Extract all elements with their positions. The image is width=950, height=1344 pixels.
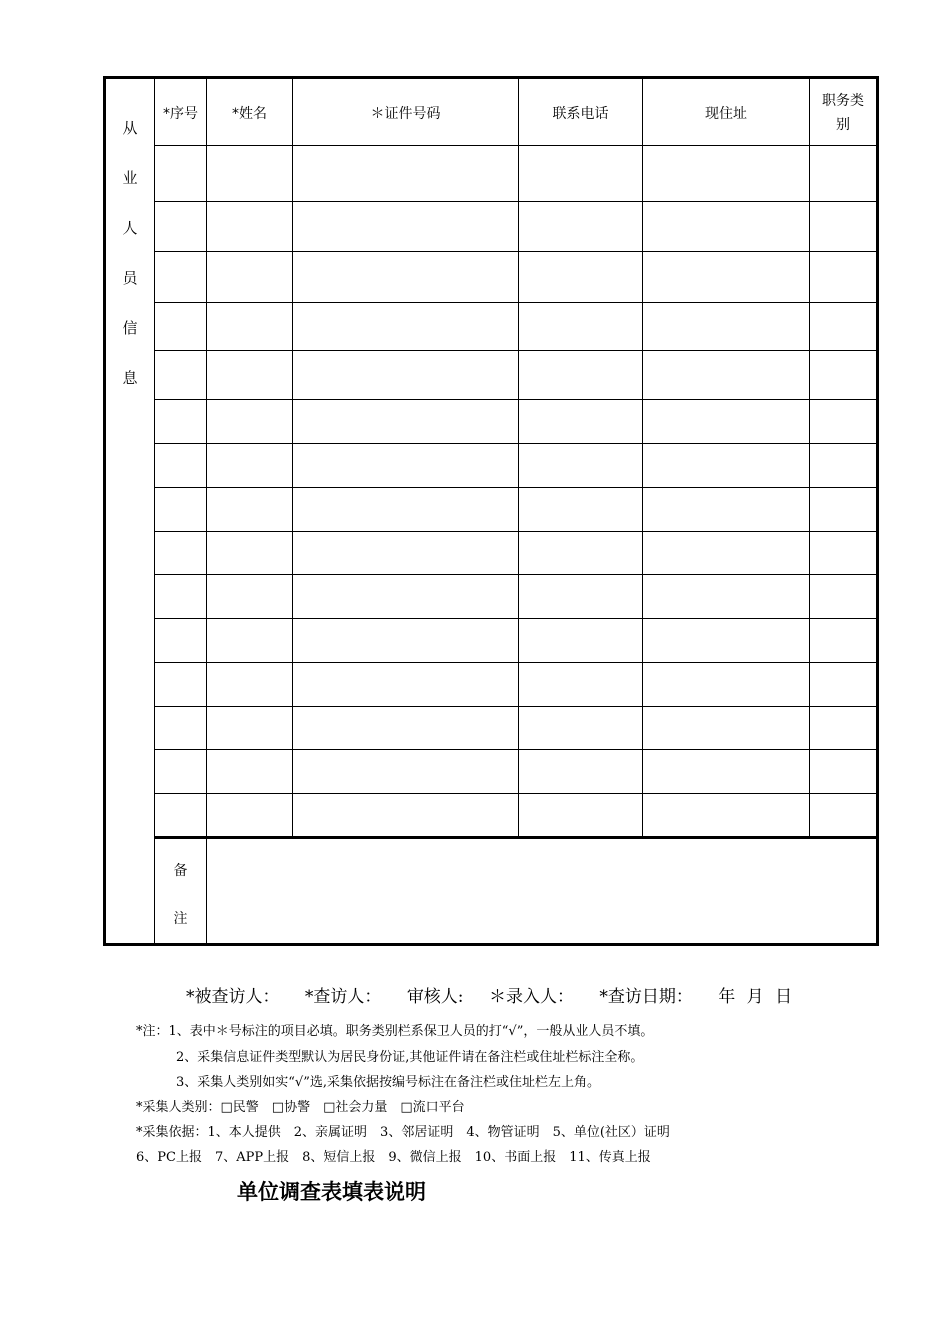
table-cell[interactable] <box>643 707 810 750</box>
table-cell[interactable] <box>293 619 519 663</box>
table-cell[interactable] <box>207 400 293 444</box>
employee-info-label-char: 息 <box>122 369 138 387</box>
table-cell[interactable] <box>155 202 207 252</box>
employee-info-label-char: 从 <box>122 119 138 137</box>
table-cell[interactable] <box>643 619 810 663</box>
note-line-1: *注：1、表中＊号标注的项目必填。职务类别栏系保卫人员的打“√”，一般从业人员不填。 <box>136 1024 654 1039</box>
table-cell[interactable] <box>207 575 293 619</box>
table-cell[interactable] <box>810 146 878 202</box>
table-cell[interactable] <box>155 532 207 575</box>
table-cell[interactable] <box>643 303 810 351</box>
table-cell[interactable] <box>155 619 207 663</box>
table-cell[interactable] <box>643 794 810 838</box>
collection-basis-line-2: 6、PC上报 7、APP上报 8、短信上报 9、微信上报 10、书面上报 11、传真上报 <box>136 1150 651 1165</box>
table-cell[interactable] <box>207 146 293 202</box>
table-row <box>105 252 878 303</box>
employee-info-label-char: 信 <box>122 319 138 337</box>
day-label: 日 <box>775 987 793 1007</box>
table-cell[interactable] <box>643 146 810 202</box>
table-row <box>105 750 878 794</box>
table-row <box>105 351 878 400</box>
table-cell[interactable] <box>519 252 643 303</box>
header-row <box>105 78 878 146</box>
table-cell[interactable] <box>155 575 207 619</box>
table-cell[interactable] <box>643 575 810 619</box>
employee-info-label-char: 业 <box>122 169 138 187</box>
header-phone: 联系电话 <box>519 78 643 146</box>
table-cell[interactable] <box>519 663 643 707</box>
table-cell[interactable] <box>643 532 810 575</box>
table-cell[interactable] <box>643 488 810 532</box>
collector-type-line: *采集人类别：□民警 □协警 □社会力量 □流口平台 <box>136 1100 465 1115</box>
table-cell[interactable] <box>207 202 293 252</box>
table-cell[interactable] <box>810 663 878 707</box>
table-cell[interactable] <box>519 202 643 252</box>
remarks-label <box>155 838 207 945</box>
table-row <box>105 303 878 351</box>
table-cell[interactable] <box>643 750 810 794</box>
table-cell[interactable] <box>155 146 207 202</box>
table-cell[interactable] <box>155 351 207 400</box>
table-cell[interactable] <box>810 351 878 400</box>
note-line-3: 3、采集人类别如实“√”选,采集依据按编号标注在备注栏或住址栏左上角。 <box>176 1075 600 1090</box>
table-row <box>105 619 878 663</box>
header-id-number: ＊证件号码 <box>293 78 519 146</box>
table-cell[interactable] <box>293 351 519 400</box>
table-cell[interactable] <box>207 488 293 532</box>
table-cell[interactable] <box>155 794 207 838</box>
table-cell[interactable] <box>810 750 878 794</box>
table-cell[interactable] <box>293 488 519 532</box>
table-row <box>105 202 878 252</box>
employee-info-label-char: 人 <box>122 219 138 237</box>
table-cell[interactable] <box>207 663 293 707</box>
table-cell[interactable] <box>810 794 878 838</box>
page-title: 单位调查表填表说明 <box>237 1179 426 1204</box>
table-cell[interactable] <box>810 575 878 619</box>
table-cell[interactable] <box>207 252 293 303</box>
interviewer-label: *查访人： <box>304 987 382 1007</box>
table-row <box>105 488 878 532</box>
table-row <box>105 707 878 750</box>
table-cell[interactable] <box>810 400 878 444</box>
header-position-type <box>810 78 878 146</box>
table-cell[interactable] <box>207 750 293 794</box>
table-cell[interactable] <box>643 444 810 488</box>
table-cell[interactable] <box>643 663 810 707</box>
table-cell[interactable] <box>810 532 878 575</box>
table-cell[interactable] <box>810 444 878 488</box>
table-cell[interactable] <box>643 202 810 252</box>
table-cell[interactable] <box>155 663 207 707</box>
table-cell[interactable] <box>293 252 519 303</box>
table-cell[interactable] <box>643 252 810 303</box>
table-cell[interactable] <box>155 488 207 532</box>
table-cell[interactable] <box>519 575 643 619</box>
table-row <box>105 444 878 488</box>
table-cell[interactable] <box>519 400 643 444</box>
table-cell[interactable] <box>519 794 643 838</box>
table-cell[interactable] <box>207 794 293 838</box>
table-row <box>105 575 878 619</box>
table-row <box>105 663 878 707</box>
table-cell[interactable] <box>155 444 207 488</box>
table-cell[interactable] <box>810 488 878 532</box>
table-row <box>105 146 878 202</box>
remarks-row <box>105 838 878 945</box>
header-name: *姓名 <box>207 78 293 146</box>
table-cell[interactable] <box>155 750 207 794</box>
header-position-line2: 别 <box>836 117 850 133</box>
table-cell[interactable] <box>519 303 643 351</box>
interviewee-label: *被查访人： <box>186 987 280 1007</box>
table-cell[interactable] <box>810 202 878 252</box>
table-cell[interactable] <box>810 707 878 750</box>
header-seq: *序号 <box>155 78 207 146</box>
table-cell[interactable] <box>519 444 643 488</box>
table-cell[interactable] <box>207 707 293 750</box>
reviewer-label: 审核人: <box>406 987 464 1007</box>
remarks-label-char: 备 <box>173 863 188 879</box>
remarks-label-char: 注 <box>173 911 188 927</box>
table-cell[interactable] <box>207 619 293 663</box>
table-cell[interactable] <box>293 202 519 252</box>
table-cell[interactable] <box>293 303 519 351</box>
table-cell[interactable] <box>155 707 207 750</box>
visit-date-label: *查访日期： <box>599 987 693 1007</box>
table-row <box>105 400 878 444</box>
table-cell[interactable] <box>155 303 207 351</box>
header-position-line1: 职务类 <box>822 93 864 109</box>
table-cell[interactable] <box>293 663 519 707</box>
personnel-info-table <box>103 76 879 946</box>
year-label: 年 <box>718 987 736 1007</box>
table-cell[interactable] <box>293 444 519 488</box>
remarks-content[interactable] <box>207 838 878 945</box>
table-row <box>105 794 878 838</box>
signature-line <box>186 982 798 1007</box>
table-cell[interactable] <box>155 400 207 444</box>
table-cell[interactable] <box>293 750 519 794</box>
employee-info-label-char: 员 <box>122 269 138 287</box>
recorder-label: ＊录入人： <box>488 987 574 1007</box>
table-row <box>105 532 878 575</box>
table-cell[interactable] <box>207 532 293 575</box>
table-cell[interactable] <box>155 252 207 303</box>
table-cell[interactable] <box>207 444 293 488</box>
table-cell[interactable] <box>293 400 519 444</box>
note-line-2: 2、采集信息证件类型默认为居民身份证,其他证件请在备注栏或住址栏标注全称。 <box>176 1050 644 1065</box>
table-cell[interactable] <box>519 488 643 532</box>
table-cell[interactable] <box>810 252 878 303</box>
table-cell[interactable] <box>519 532 643 575</box>
table-cell[interactable] <box>293 707 519 750</box>
table-cell[interactable] <box>293 146 519 202</box>
table-cell[interactable] <box>643 351 810 400</box>
table-cell[interactable] <box>810 619 878 663</box>
table-cell[interactable] <box>293 532 519 575</box>
table-cell[interactable] <box>519 146 643 202</box>
table-cell[interactable] <box>643 400 810 444</box>
collection-basis-line-1: *采集依据：1、本人提供 2、亲属证明 3、邻居证明 4、物管证明 5、单位(社区）证明 <box>136 1125 670 1140</box>
table-cell[interactable] <box>293 794 519 838</box>
header-address: 现住址 <box>643 78 810 146</box>
table-cell[interactable] <box>519 750 643 794</box>
table-cell[interactable] <box>519 619 643 663</box>
employee-info-label <box>105 78 155 945</box>
table-cell[interactable] <box>207 303 293 351</box>
table-cell[interactable] <box>519 351 643 400</box>
table-cell[interactable] <box>519 707 643 750</box>
table-cell[interactable] <box>293 575 519 619</box>
table-cell[interactable] <box>207 351 293 400</box>
month-label: 月 <box>746 987 764 1007</box>
table-cell[interactable] <box>810 303 878 351</box>
